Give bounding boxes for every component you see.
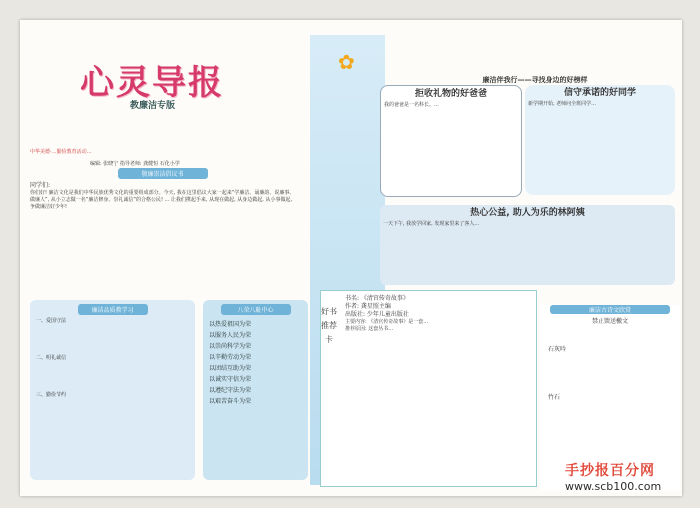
poem-title-3: 竹石 [548,394,561,401]
book-press: 出版社: 少年儿童出版社 [345,311,409,318]
poem-title-1: 禁止馈送檄文 [591,318,628,325]
page [20,20,682,496]
credits: 编辑: 张晓宁 指导老师: 龚健恒 石化小学 [90,161,180,167]
eight-item-2: 以服务人民为荣 [209,332,252,339]
eight-heading: 八荣八耻中心 [221,304,291,315]
poem-heading: 廉洁古诗文欣赏 [550,305,670,314]
top-band [390,35,680,90]
book-content: 主要内容: 《清官传奇故事》是一套… [345,319,429,325]
activity-section [30,300,195,480]
eight-honors-section [203,300,308,480]
eight-item-7: 以遵纪守法为荣 [209,387,252,394]
poem-title-2: 石灰吟 [548,346,567,353]
book-author: 作者: 龚星照主编 [345,303,391,310]
gift-section [380,85,522,197]
activity-item-1: 一、爱国守法 [36,318,67,324]
volunteer-body: 一天下午, 我放学回家, 发现家里来了客人... [383,221,480,227]
gift-body: 我的爸爸是一名科长。... [384,102,439,108]
appeal-salute: 同学们: [30,182,51,189]
volunteer-heading: 热心公益, 助人为乐的林阿姨 [470,208,585,218]
eight-item-4: 以辛勤劳动为荣 [209,354,252,361]
book-card [320,290,537,487]
appeal-heading: 敬廉崇洁倡议书 [118,168,208,179]
activity-heading: 廉洁品质教学习 [78,304,148,315]
appeal-body: 你们好! 廉洁文化是我们中华民族优秀文化的重要组成部分。今天, 我在这里倡议大家一起来“学廉洁、诵廉韵、说廉事、做廉人”, 从小立志做一名“廉洁修身、崇礼诚信”的合格公民! ... 让我们携起手来, 从现在做起, 从身边做起, 从小事做起, 争做廉洁好少年! [30,190,295,210]
book-side-label: 好书推荐卡 [321,307,337,344]
promise-heading: 信守承诺的好同学 [563,88,636,98]
sunflower-icon: ✿ [338,50,355,74]
eight-item-5: 以团结互助为荣 [209,365,252,372]
masthead-subtitle: 教廉洁专版 [130,101,176,111]
eight-item-3: 以崇尚科学为荣 [209,343,252,350]
watermark-url: www.scb100.com [565,480,662,493]
book-name: 书名: 《清官传奇故事》 [345,295,409,302]
eight-item-6: 以诚实守信为荣 [209,376,252,383]
activity-item-2: 二、明礼诚信 [36,355,67,361]
watermark-text: 手抄报百分网 [565,463,655,479]
book-reason: 推荐原因: 这套丛书… [345,326,394,332]
volunteer-section [380,205,675,285]
promise-section [525,85,675,195]
gift-heading: 拒收礼物的好爸爸 [414,89,487,99]
activity-item-3: 三、勤俭节约 [36,392,67,398]
promise-body: 新学期开始, 老师问全班同学... [528,101,596,107]
appeal-section [30,168,295,293]
top-band-title: 廉洁伴我行——寻找身边的好榜样 [482,76,588,84]
masthead-title: 心灵导报 [80,63,224,103]
eight-item-1: 以热爱祖国为荣 [209,321,252,328]
eight-item-8: 以艰苦奋斗为荣 [209,398,252,405]
tagline: 中华美德·…勤俭教育活动… [30,149,92,155]
